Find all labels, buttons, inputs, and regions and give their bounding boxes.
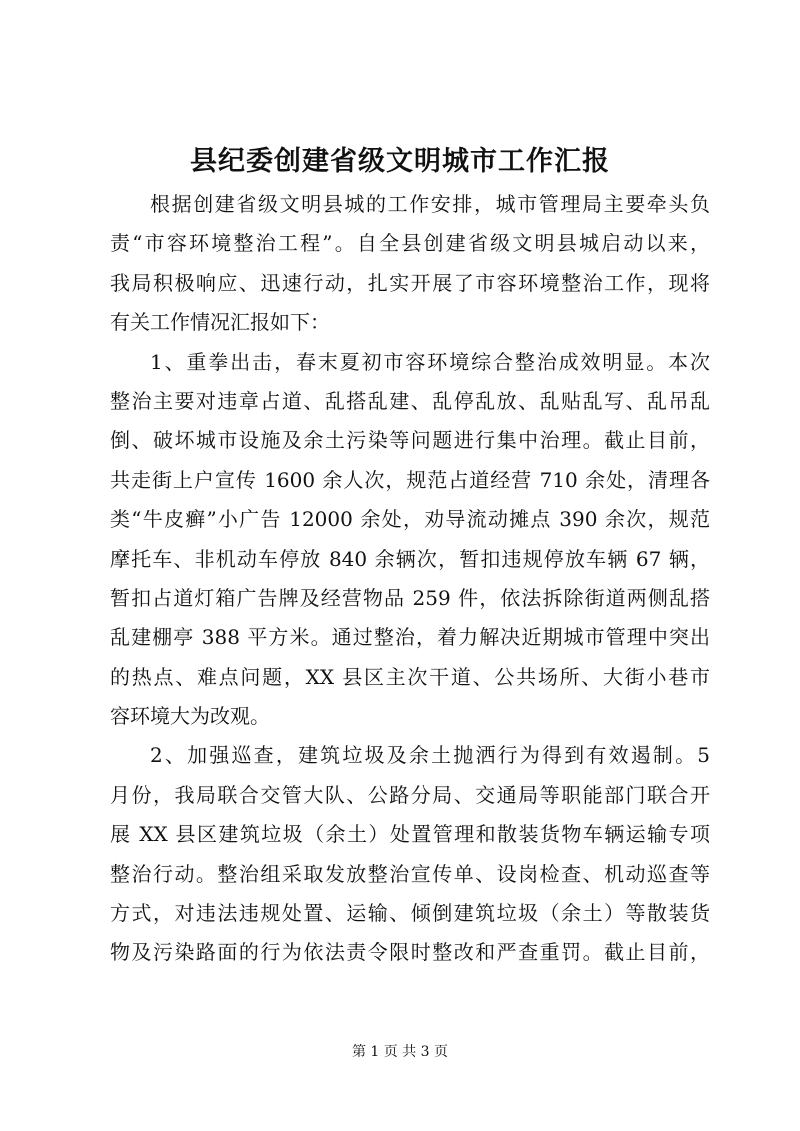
document-body bbox=[110, 185, 710, 973]
document-title: 县纪委创建省级文明城市工作汇报 bbox=[190, 146, 610, 177]
text-line: 责“市容环境整治工程”。自全县创建省级文明县城启动以来， bbox=[110, 231, 710, 256]
paragraph-section-2 bbox=[110, 736, 710, 972]
text-line: 1、重拳出击，春末夏初市容环境综合整治成效明显。本次 bbox=[150, 349, 710, 374]
text-line: 暂扣占道灯箱广告牌及经营物品 259 件，依法拆除街道两侧乱搭 bbox=[110, 585, 710, 610]
text-line: 2、加强巡查，建筑垃圾及余土抛洒行为得到有效遏制。5 bbox=[150, 743, 710, 768]
text-line: 我局积极响应、迅速行动，扎实开展了市容环境整治工作，现将 bbox=[110, 270, 710, 295]
text-line: 共走街上户宣传 1600 余人次，规范占道经营 710 余处，清理各 bbox=[110, 467, 710, 492]
paragraph-section-1 bbox=[110, 343, 710, 737]
text-line: 摩托车、非机动车停放 840 余辆次，暂扣违规停放车辆 67 辆， bbox=[110, 546, 710, 571]
text-line: 整治主要对违章占道、乱搭乱建、乱停乱放、乱贴乱写、乱吊乱 bbox=[110, 388, 710, 413]
text-line: 倒、破坏城市设施及余土污染等问题进行集中治理。截止目前， bbox=[110, 428, 710, 453]
text-line: 物及污染路面的行为依法责令限时整改和严查重罚。截止目前， bbox=[110, 940, 710, 965]
text-line: 的热点、难点问题，XX 县区主次干道、公共场所、大街小巷市 bbox=[110, 664, 710, 689]
text-line: 方式，对违法违规处置、运输、倾倒建筑垃圾（余土）等散装货 bbox=[110, 901, 710, 926]
text-line: 展 XX 县区建筑垃圾（余土）处置管理和散装货物车辆运输专项 bbox=[110, 822, 710, 847]
text-line: 整治行动。整治组采取发放整治宣传单、设岗检查、机动巡查等 bbox=[110, 861, 710, 886]
text-line: 月份，我局联合交管大队、公路分局、交通局等职能部门联合开 bbox=[110, 782, 710, 807]
page-number-footer: 第 1 页 共 3 页 bbox=[351, 1044, 449, 1060]
text-line: 容环境大为改观。 bbox=[110, 704, 270, 729]
text-line: 有关工作情况汇报如下： bbox=[110, 310, 330, 335]
text-line: 类“牛皮癣”小广告 12000 余处，劝导流动摊点 390 余次，规范 bbox=[110, 507, 710, 532]
text-line: 根据创建省级文明县城的工作安排，城市管理局主要牵头负 bbox=[150, 192, 710, 216]
text-line: 乱建棚亭 388 平方米。通过整治，着力解决近期城市管理中突出 bbox=[110, 625, 710, 650]
paragraph-intro bbox=[110, 185, 710, 343]
